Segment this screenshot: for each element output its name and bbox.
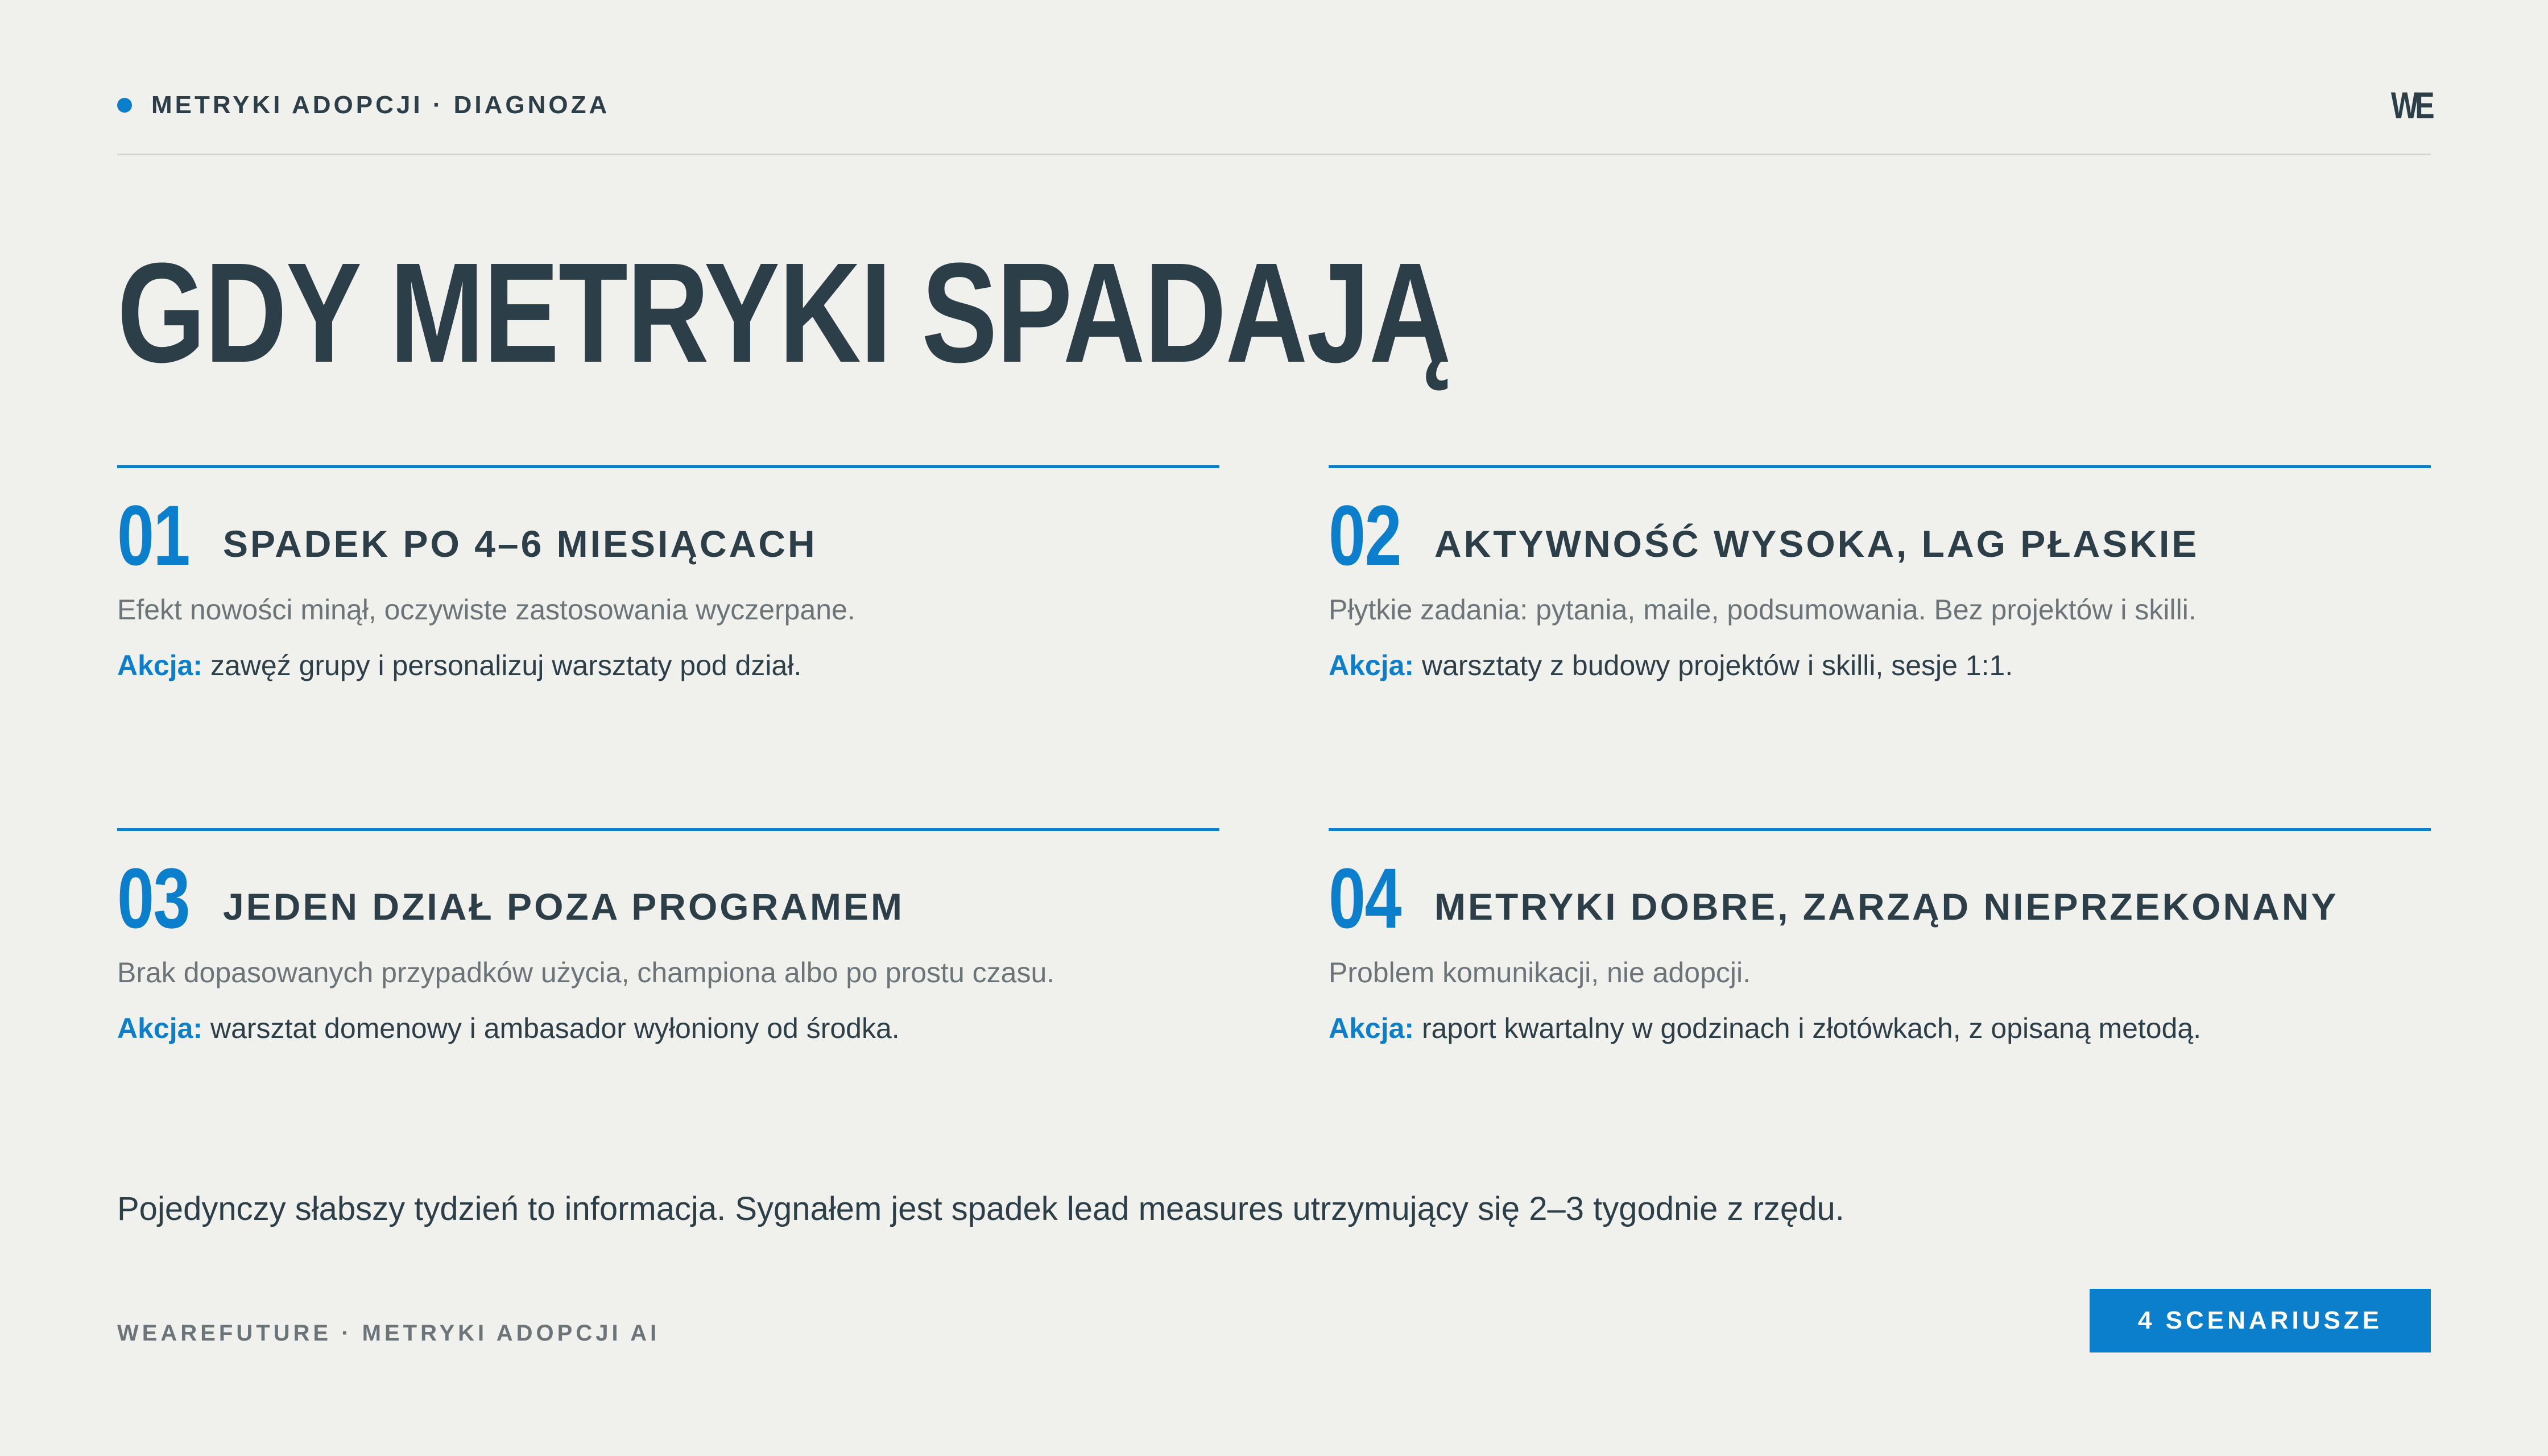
section-label: METRYKI ADOPCJI · DIAGNOZA bbox=[151, 91, 610, 119]
action-label: Akcja: bbox=[1329, 650, 1414, 681]
action-label: Akcja: bbox=[1329, 1012, 1414, 1044]
scenario-action bbox=[117, 1012, 900, 1045]
scenario-number: 01 bbox=[117, 487, 190, 583]
scenario-number: 03 bbox=[117, 850, 190, 946]
scenario-heading: JEDEN DZIAŁ POZA PROGRAMEM bbox=[223, 886, 904, 928]
action-label: Akcja: bbox=[117, 650, 203, 681]
scenario-number: 04 bbox=[1329, 850, 1401, 946]
scenario-description: Problem komunikacji, nie adopcji. bbox=[1329, 957, 1751, 988]
scenario-heading: AKTYWNOŚĆ WYSOKA, LAG PŁASKIE bbox=[1434, 523, 2199, 565]
scenario-number: 02 bbox=[1329, 487, 1401, 583]
scenario-card-02 bbox=[1329, 465, 2431, 696]
scenario-action bbox=[117, 649, 801, 682]
action-text: warsztat domenowy i ambasador wyłoniony od środka. bbox=[202, 1012, 900, 1044]
scenario-count-badge: 4 SCENARIUSZE bbox=[2090, 1289, 2431, 1352]
page-title: GDY METRYKI SPADAJĄ bbox=[117, 233, 1451, 392]
brand-logo: WE bbox=[2390, 84, 2431, 126]
scenario-heading: SPADEK PO 4–6 MIESIĄCACH bbox=[223, 523, 817, 565]
footer-label: WEAREFUTURE · METRYKI ADOPCJI AI bbox=[117, 1321, 660, 1346]
scenario-description: Efekt nowości minął, oczywiste zastosowania wyczerpane. bbox=[117, 594, 855, 626]
action-text: raport kwartalny w godzinach i złotówkach, z opisaną metodą. bbox=[1414, 1012, 2202, 1044]
scenario-description: Płytkie zadania: pytania, maile, podsumowania. Bez projektów i skilli. bbox=[1329, 594, 2197, 626]
scenario-action bbox=[1329, 1012, 2201, 1045]
scenario-heading: METRYKI DOBRE, ZARZĄD NIEPRZEKONANY bbox=[1434, 886, 2339, 928]
top-bar bbox=[117, 85, 2431, 155]
scenario-card-01 bbox=[117, 465, 1219, 696]
conclusion-text: Pojedynczy słabszy tydzień to informacja. Sygnałem jest spadek lead measures utrzymujący się 2–3 tygodnie z rzędu. bbox=[117, 1190, 1844, 1227]
scenario-action bbox=[1329, 649, 2013, 682]
action-label: Akcja: bbox=[117, 1012, 203, 1044]
scenario-card-03 bbox=[117, 828, 1219, 1058]
scenario-description: Brak dopasowanych przypadków użycia, championa albo po prostu czasu. bbox=[117, 957, 1055, 988]
action-text: zawęź grupy i personalizuj warsztaty pod dział. bbox=[202, 650, 802, 681]
section-dot-icon bbox=[117, 98, 132, 113]
scenario-card-04 bbox=[1329, 828, 2431, 1058]
action-text: warsztaty z budowy projektów i skilli, sesje 1:1. bbox=[1414, 650, 2013, 681]
